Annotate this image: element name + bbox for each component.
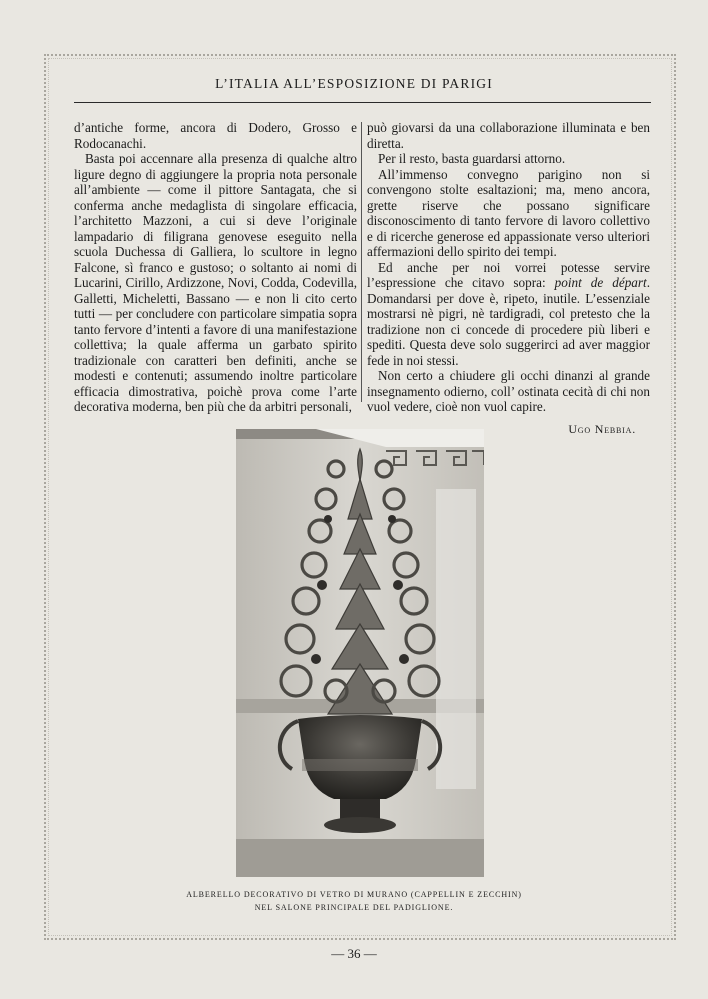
header-rule — [74, 102, 651, 103]
text-run: Ed anche per noi vorrei potesse servire l’espressione che citavo sopra: — [367, 259, 650, 290]
paragraph: Basta poi accennare alla presenza di qualche altro ligure degno di aggiungere la propria nota personale all’ambiente — come il pittore Santagata, che si conferma anche medaglista di singolare efficacia, l’architetto Mazzoni, a cui si deve l’originale lampadario di filigrana genovese eseguito nella scuola Duchessa di Galliera, lo scultore in legno Falcone, sì franco e gustoso; o soltanto ai nomi di Lucarini, Cirillo, Ardizzone, Novi, Codda, Codevilla, Galletti, Micheletti, Bassano — e non li cito certo tutti — per concludere con particolare simpatia sopra tanto fervore d’intenti a favore di una manifestazione collettiva; la quale afferma un garbato spirito tradizionale con caratteri ben definiti, anche se modesti e contenuti; assumendo inoltre particolare efficacia dimostrativa, poichè prova come l’arte decorativa moderna, ben più che da arbitri personali, — [74, 151, 357, 414]
photograph-glass-vase — [236, 429, 484, 877]
paragraph: d’antiche forme, ancora di Dodero, Grosso e Rodocanachi. — [74, 120, 357, 151]
paragraph: All’immenso convegno parigino non si convengono stolte esaltazioni; ma, meno ancora, grette riserve che possano significare disconoscimento di tanto fervore di lavoro collettivo e di ricerche generose ed appassionate verso ulteriori affermazioni dello spirito dei tempi. — [367, 166, 650, 259]
paragraph: può giovarsi da una collaborazione illuminata e ben diretta. — [367, 120, 650, 151]
caption-line: NEL SALONE PRINCIPALE DEL PADIGLIONE. — [254, 903, 454, 912]
text-run: . Domandarsi per dove è, ripeto, inutile. L’essenziale mostrarsi nè pigri, nè tardigradi, col pretesto che la tradizione non ci concede di procedere più liberi e spediti. Questa deve solo suggerirci ad aver maggior fede in noi stessi. — [367, 275, 650, 368]
page-number: — 36 — — [331, 946, 377, 961]
photo-illustration — [236, 429, 484, 877]
paragraph: Non certo a chiudere gli occhi dinanzi al grande insegnamento odierno, coll’ ostinata cecità di chi non vuol vedere, cioè non vuol capire. — [367, 368, 650, 414]
author-signature: Ugo Nebbia. — [568, 421, 636, 436]
italic-phrase: point de départ — [554, 275, 647, 290]
right-column — [367, 120, 650, 437]
caption-line: ALBERELLO DECORATIVO DI VETRO DI MURANO (CAPPELLIN E ZECCHIN) — [186, 890, 522, 899]
running-header: L’ITALIA ALL’ESPOSIZIONE DI PARIGI — [215, 76, 493, 91]
column-divider — [361, 122, 362, 402]
paragraph — [367, 260, 650, 369]
paragraph: Per il resto, basta guardarsi attorno. — [378, 151, 566, 166]
photo-caption — [0, 888, 708, 914]
left-column — [74, 120, 357, 415]
